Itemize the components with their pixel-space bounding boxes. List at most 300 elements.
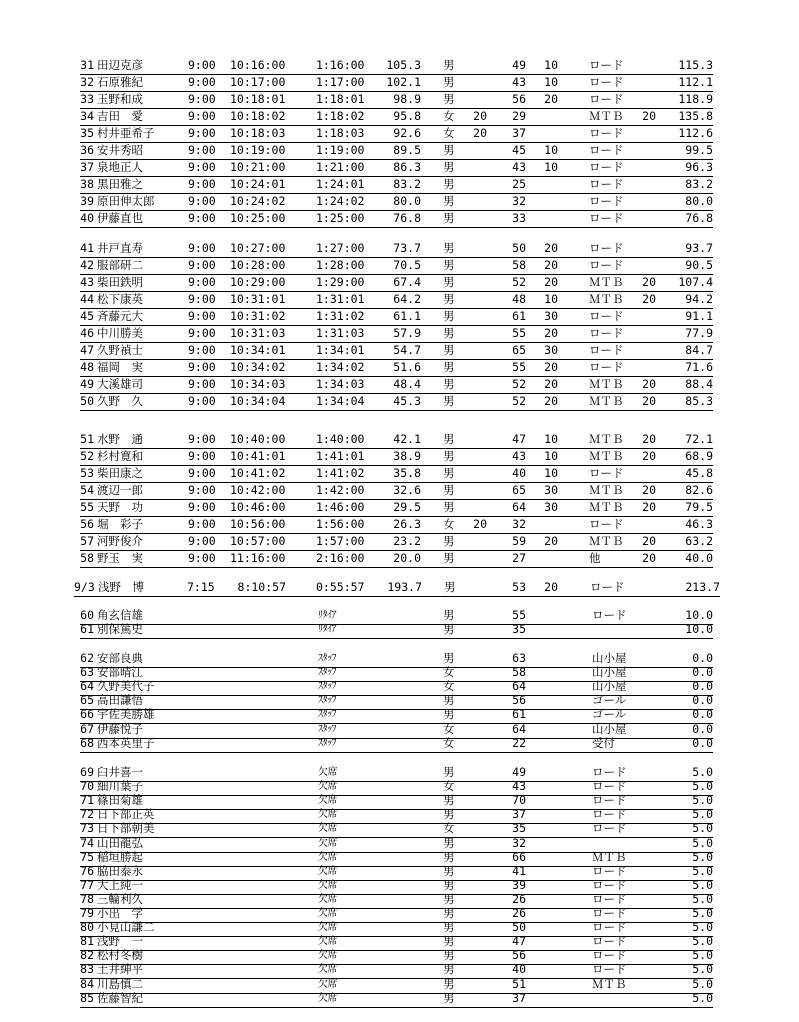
speed-points: 64.2 (393, 292, 421, 306)
age: 64 (512, 500, 526, 514)
start-time: 9:00 (188, 551, 216, 565)
role: ロード (592, 877, 627, 892)
age: 58 (512, 665, 526, 680)
start-time: 9:00 (188, 394, 216, 408)
age: 55 (512, 608, 526, 622)
age-bonus: 10 (544, 75, 558, 89)
finish-time: 10:25:00 (230, 211, 286, 225)
age: 43 (512, 779, 526, 794)
elapsed-time: 1:21:00 (316, 160, 365, 174)
start-time: 9:00 (188, 177, 216, 191)
bike-type: ロード (589, 92, 624, 106)
sex: 女 (443, 665, 455, 680)
finish-time: 10:18:03 (230, 126, 286, 140)
entry-number: 71 (80, 793, 94, 808)
rider-name: 河野俊介 (97, 534, 143, 548)
speed-points: 86.3 (393, 160, 421, 174)
status: 欠席 (318, 879, 337, 891)
finish-time: 10:57:00 (230, 534, 286, 548)
rider-name: 吉田 愛 (97, 109, 143, 123)
total-points: 5.0 (692, 821, 713, 836)
status: ﾘﾀｲｱ (318, 624, 336, 636)
age: 56 (512, 948, 526, 963)
rider-name: 中川勝美 (97, 326, 143, 340)
age: 53 (512, 580, 526, 594)
age: 63 (512, 651, 526, 665)
finish-time: 10:34:04 (230, 394, 286, 408)
rider-name: 大上純一 (97, 877, 143, 892)
bike-type: ＭＴＢ (589, 432, 624, 446)
total-points: 5.0 (692, 863, 713, 878)
rider-name: 細川葉子 (97, 779, 143, 794)
elapsed-time: 1:29:00 (316, 275, 365, 289)
bike-type: ロード (589, 211, 624, 225)
sex: 男 (443, 534, 455, 548)
total-points: 90.5 (685, 258, 713, 272)
role: 受付 (592, 735, 615, 750)
total-points: 10.0 (685, 608, 713, 622)
result-row (80, 482, 713, 500)
total-points: 91.1 (685, 309, 713, 323)
elapsed-time: 1:24:02 (316, 194, 365, 208)
total-points: 5.0 (692, 990, 713, 1005)
result-row (80, 240, 713, 258)
bike-bonus: 20 (642, 292, 656, 306)
rider-name: 松下康英 (97, 292, 143, 306)
result-row (80, 465, 713, 483)
role: ゴール (592, 707, 627, 722)
sex: 女 (443, 779, 455, 794)
result-row (80, 621, 713, 639)
rider-name: 川島慎二 (97, 976, 143, 991)
status: 欠席 (318, 893, 337, 905)
status: 欠席 (318, 781, 337, 793)
sex: 男 (443, 483, 455, 497)
rider-name: 安部良典 (97, 651, 143, 665)
total-points: 5.0 (692, 877, 713, 892)
entry-number: 44 (80, 292, 94, 306)
bike-type: ＭＴＢ (589, 292, 624, 306)
role: ロード (592, 779, 627, 794)
finish-time: 10:16:00 (230, 58, 286, 72)
entry-number: 75 (80, 849, 94, 864)
start-time: 9:00 (188, 58, 216, 72)
rider-name: 福岡 実 (97, 360, 143, 374)
bike-type: ＭＴＢ (589, 275, 624, 289)
entry-number: 49 (80, 377, 94, 391)
role: ロード (592, 863, 627, 878)
elapsed-time: 2:16:00 (316, 551, 365, 565)
role: ＭＴＢ (592, 849, 627, 864)
total-points: 0.0 (692, 665, 713, 680)
result-row (80, 274, 713, 292)
finish-time: 11:16:00 (230, 551, 286, 565)
start-time: 9:00 (188, 160, 216, 174)
finish-time: 10:34:02 (230, 360, 286, 374)
entry-number: 76 (80, 863, 94, 878)
entry-number: 57 (80, 534, 94, 548)
rider-name: 日下部朝美 (97, 821, 155, 836)
result-row (80, 74, 713, 92)
entry-number: 38 (80, 177, 94, 191)
sex: 男 (443, 394, 455, 408)
start-time: 9:00 (188, 360, 216, 374)
status: 欠席 (318, 809, 337, 821)
rider-name: 土井紳平 (97, 962, 143, 977)
rider-name: 篠田菊雄 (97, 793, 143, 808)
entry-number: 67 (80, 721, 94, 736)
result-row (80, 550, 713, 568)
status: ｽﾀｯﾌ (318, 723, 336, 735)
age: 66 (512, 849, 526, 864)
bike-type: ロード (589, 177, 624, 191)
rider-name: 小見山謙二 (97, 920, 155, 935)
total-points: 5.0 (692, 779, 713, 794)
entry-number: 83 (80, 962, 94, 977)
age-bonus: 30 (544, 343, 558, 357)
entry-number: 35 (80, 126, 94, 140)
total-points: 5.0 (692, 948, 713, 963)
rider-name: 西本英里子 (97, 735, 155, 750)
rider-name: 浅野 博 (98, 580, 144, 594)
sex: 女 (443, 126, 455, 140)
start-time: 9:00 (188, 109, 216, 123)
age: 55 (512, 326, 526, 340)
result-row (80, 91, 713, 109)
total-points: 5.0 (692, 849, 713, 864)
role: ゴール (592, 693, 627, 708)
elapsed-time: 1:41:02 (316, 466, 365, 480)
entry-number: 81 (80, 934, 94, 949)
bike-bonus: 20 (642, 275, 656, 289)
age-bonus: 10 (544, 292, 558, 306)
start-time: 9:00 (188, 466, 216, 480)
sex: 男 (443, 92, 455, 106)
entry-number: 66 (80, 707, 94, 722)
age: 61 (512, 309, 526, 323)
start-time: 9:00 (188, 326, 216, 340)
sex: 女 (443, 821, 455, 836)
sex: 女 (443, 735, 455, 750)
bike-type: 他 (589, 551, 601, 565)
sex: 男 (443, 449, 455, 463)
finish-time: 10:27:00 (230, 241, 286, 255)
total-points: 40.0 (685, 551, 713, 565)
elapsed-time: 1:24:01 (316, 177, 365, 191)
entry-number: 54 (80, 483, 94, 497)
rider-name: 泉地正人 (97, 160, 143, 174)
entry-number: 82 (80, 948, 94, 963)
total-points: 213.7 (685, 580, 720, 594)
sex: 男 (444, 580, 456, 594)
status: 欠席 (318, 865, 337, 877)
entry-number: 78 (80, 891, 94, 906)
age: 37 (512, 807, 526, 822)
entry-number: 73 (80, 821, 94, 836)
start-time: 9:00 (188, 292, 216, 306)
sex: 男 (443, 693, 455, 708)
age-bonus: 10 (544, 432, 558, 446)
total-points: 94.2 (685, 292, 713, 306)
sex: 男 (443, 432, 455, 446)
entry-number: 63 (80, 665, 94, 680)
total-points: 46.3 (685, 517, 713, 531)
total-points: 5.0 (692, 920, 713, 935)
start-time: 9:00 (188, 258, 216, 272)
speed-points: 35.8 (393, 466, 421, 480)
entry-number: 41 (80, 241, 94, 255)
entry-number: 64 (80, 679, 94, 694)
bike-type: ＭＴＢ (589, 483, 624, 497)
result-row (80, 125, 713, 143)
speed-points: 92.6 (393, 126, 421, 140)
result-row (80, 516, 713, 534)
bike-type: ＭＴＢ (589, 377, 624, 391)
entry-number: 37 (80, 160, 94, 174)
total-points: 76.8 (685, 211, 713, 225)
sex: 男 (443, 377, 455, 391)
sex: 男 (443, 194, 455, 208)
status: 欠席 (318, 908, 337, 919)
sex: 男 (443, 241, 455, 255)
rider-name: 井戸直寿 (97, 241, 143, 255)
sex: 男 (443, 707, 455, 722)
elapsed-time: 1:31:02 (316, 309, 365, 323)
age: 55 (512, 360, 526, 374)
sex: 男 (443, 934, 455, 949)
finish-time: 10:21:00 (230, 160, 286, 174)
bike-type: ＭＴＢ (589, 394, 624, 408)
age: 56 (512, 693, 526, 708)
sex: 男 (443, 292, 455, 306)
start-time: 9:00 (188, 143, 216, 157)
sex-bonus: 20 (473, 517, 487, 531)
role: ロード (592, 920, 627, 935)
finish-time: 10:34:01 (230, 343, 286, 357)
sex: 女 (443, 109, 455, 123)
role: 山小屋 (592, 665, 627, 680)
bike-bonus: 20 (642, 109, 656, 123)
entry-number: 46 (80, 326, 94, 340)
sex: 男 (443, 309, 455, 323)
rider-name: 伊藤悦子 (97, 721, 143, 736)
finish-time: 10:28:00 (230, 258, 286, 272)
rider-name: 三輪利久 (97, 891, 143, 906)
elapsed-time: 1:34:01 (316, 343, 365, 357)
total-points: 83.2 (685, 177, 713, 191)
age: 29 (512, 109, 526, 123)
start-time: 9:00 (188, 500, 216, 514)
status: 欠席 (318, 767, 337, 778)
start-time: 9:00 (188, 309, 216, 323)
role: ＭＴＢ (592, 976, 627, 991)
sex: 女 (443, 517, 455, 531)
role: ロード (592, 807, 627, 822)
bike-bonus: 20 (642, 534, 656, 548)
result-row (80, 108, 713, 126)
finish-time: 10:18:01 (230, 92, 286, 106)
speed-points: 193.7 (387, 580, 422, 594)
bike-type: ロード (589, 58, 624, 72)
result-row (80, 142, 713, 160)
finish-time: 10:46:00 (230, 500, 286, 514)
entry-number: 33 (80, 92, 94, 106)
age-bonus: 30 (544, 309, 558, 323)
speed-points: 23.2 (393, 534, 421, 548)
age-bonus: 20 (544, 326, 558, 340)
elapsed-time: 1:25:00 (316, 211, 365, 225)
sex: 男 (443, 651, 455, 665)
bike-type: ロード (589, 326, 624, 340)
total-points: 45.8 (685, 466, 713, 480)
age: 32 (512, 835, 526, 850)
rider-name: 堀 彩子 (97, 517, 143, 531)
rider-name: 村井亜希子 (97, 126, 155, 140)
entry-number: 50 (80, 394, 94, 408)
rider-name: 日下部正英 (97, 807, 155, 822)
speed-points: 26.3 (393, 517, 421, 531)
total-points: 71.6 (685, 360, 713, 374)
age: 43 (512, 449, 526, 463)
age: 48 (512, 292, 526, 306)
bike-type: ロード (589, 75, 624, 89)
age: 47 (512, 432, 526, 446)
bike-bonus: 20 (642, 483, 656, 497)
status: ｽﾀｯﾌ (318, 681, 336, 693)
result-row (80, 735, 713, 753)
entry-number: 45 (80, 309, 94, 323)
age-bonus: 30 (544, 483, 558, 497)
rider-name: 宇佐美勝雄 (97, 707, 155, 722)
total-points: 5.0 (692, 807, 713, 822)
elapsed-time: 1:18:01 (316, 92, 365, 106)
age-bonus: 20 (544, 275, 558, 289)
sex-bonus: 20 (473, 126, 487, 140)
result-row (80, 359, 713, 377)
bike-type: ロード (589, 517, 624, 531)
start-time: 9:00 (188, 343, 216, 357)
result-row (80, 325, 713, 343)
age: 33 (512, 211, 526, 225)
role: 山小屋 (592, 679, 627, 694)
finish-time: 10:42:00 (230, 483, 286, 497)
age: 45 (512, 143, 526, 157)
rider-name: 大溪雄司 (97, 377, 143, 391)
sex: 男 (443, 793, 455, 808)
elapsed-time: 1:18:02 (316, 109, 365, 123)
speed-points: 67.4 (393, 275, 421, 289)
total-points: 63.2 (685, 534, 713, 548)
age: 65 (512, 343, 526, 357)
elapsed-time: 0:55:57 (316, 580, 365, 594)
bike-type: ロード (589, 466, 624, 480)
total-points: 112.6 (678, 126, 713, 140)
age-bonus: 20 (544, 360, 558, 374)
start-time: 7:15 (187, 580, 215, 594)
speed-points: 48.4 (393, 377, 421, 391)
finish-time: 10:18:02 (230, 109, 286, 123)
speed-points: 54.7 (393, 343, 421, 357)
entry-number: 47 (80, 343, 94, 357)
age: 26 (512, 891, 526, 906)
status: ｽﾀｯﾌ (318, 737, 336, 749)
result-row (80, 159, 713, 177)
status: 欠席 (318, 992, 337, 1004)
age: 22 (512, 735, 526, 750)
bike-type: ＭＴＢ (589, 500, 624, 514)
sex: 男 (443, 849, 455, 864)
finish-time: 10:31:01 (230, 292, 286, 306)
result-row (80, 308, 713, 326)
role: ロード (592, 765, 627, 779)
entry-number: 36 (80, 143, 94, 157)
status: 欠席 (318, 823, 337, 835)
age: 32 (512, 517, 526, 531)
sex: 男 (443, 75, 455, 89)
rider-name: 別保篤史 (97, 622, 143, 637)
age: 65 (512, 483, 526, 497)
speed-points: 89.5 (393, 143, 421, 157)
sex: 男 (443, 622, 455, 637)
sex: 男 (443, 807, 455, 822)
bike-type: ロード (589, 360, 624, 374)
rider-name: 伊藤直也 (97, 211, 143, 225)
total-points: 0.0 (692, 735, 713, 750)
entry-number: 80 (80, 920, 94, 935)
sex: 男 (443, 835, 455, 850)
role: ロード (592, 821, 627, 836)
age-bonus: 20 (544, 258, 558, 272)
status: 欠席 (318, 978, 337, 990)
age-bonus: 10 (544, 466, 558, 480)
age: 32 (512, 194, 526, 208)
sex-bonus: 20 (473, 109, 487, 123)
entry-number: 43 (80, 275, 94, 289)
start-time: 9:00 (188, 194, 216, 208)
age-bonus: 10 (544, 449, 558, 463)
sex: 男 (443, 863, 455, 878)
entry-number: 53 (80, 466, 94, 480)
total-points: 93.7 (685, 241, 713, 255)
bike-type: ロード (589, 343, 624, 357)
age: 51 (512, 976, 526, 991)
total-points: 80.0 (685, 194, 713, 208)
speed-points: 45.3 (393, 394, 421, 408)
age-bonus: 10 (544, 143, 558, 157)
rider-name: 臼井喜一 (97, 765, 143, 779)
status: 欠席 (318, 950, 337, 962)
result-row (80, 393, 713, 411)
age: 49 (512, 765, 526, 779)
role: ロード (592, 962, 627, 977)
entry-number: 68 (80, 735, 94, 750)
bike-bonus: 20 (642, 394, 656, 408)
entry-number: 77 (80, 877, 94, 892)
speed-points: 76.8 (393, 211, 421, 225)
result-row (80, 291, 713, 309)
rider-name: 天野 功 (97, 500, 143, 514)
rider-name: 高田謙悟 (97, 693, 143, 708)
result-row (80, 257, 713, 275)
rider-name: 山田龍弘 (97, 835, 143, 850)
finish-time: 10:24:01 (230, 177, 286, 191)
sex: 男 (443, 920, 455, 935)
result-row (80, 176, 713, 194)
speed-points: 102.1 (386, 75, 421, 89)
result-row (80, 376, 713, 394)
total-points: 77.9 (685, 326, 713, 340)
sex: 男 (443, 948, 455, 963)
